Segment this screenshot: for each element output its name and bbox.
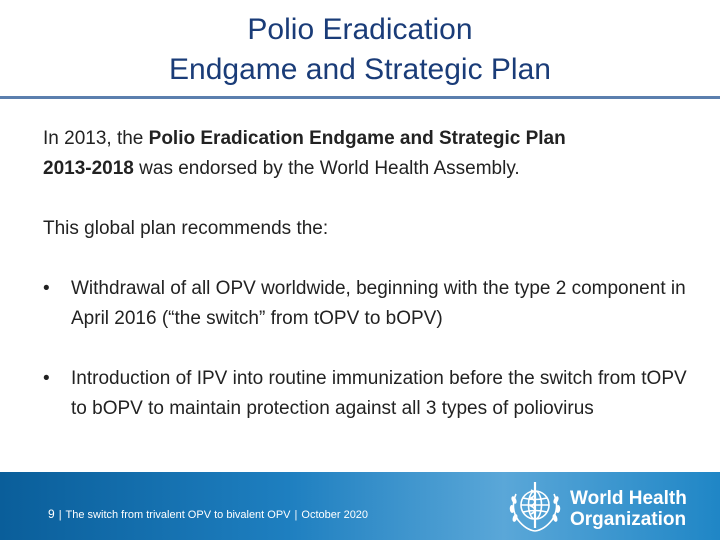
who-emblem-icon: [506, 478, 564, 534]
bullet-icon: •: [43, 278, 50, 299]
intro-text-start: In 2013, the: [43, 128, 149, 149]
footer-date: October 2020: [301, 509, 369, 521]
who-logo: [506, 478, 706, 534]
intro-text-end: was endorsed by the World Health Assembly.: [133, 158, 520, 179]
title-line-1: Polio Eradication: [247, 13, 473, 46]
footer-separator: |: [294, 509, 298, 521]
recommendation-intro: This global plan recommends the:: [43, 218, 329, 239]
plan-years: 2013-2018: [43, 158, 134, 179]
org-name-line-1: World Health: [570, 488, 687, 509]
list-item: [43, 274, 693, 334]
title-divider: [0, 96, 720, 99]
list-item: [43, 364, 693, 424]
page-number: 9: [48, 507, 55, 521]
bullet-icon: •: [43, 368, 50, 389]
slide-body: [43, 124, 693, 454]
title-line-2: Endgame and Strategic Plan: [169, 53, 551, 86]
footer-separator: |: [58, 509, 62, 521]
org-name-line-2: Organization: [570, 509, 687, 530]
list-item-text: Introduction of IPV into routine immunization before the switch from tOPV to bOPV to maintain protection against all 3 types of poliovirus: [71, 368, 687, 419]
footer-caption: [48, 507, 368, 521]
slide-footer: [0, 472, 720, 540]
list-item-text: Withdrawal of all OPV worldwide, beginning with the type 2 component in April 2016 (“the switch” from tOPV to bOPV): [71, 278, 686, 329]
plan-name: Polio Eradication Endgame and Strategic Plan: [148, 128, 566, 149]
deck-title: The switch from trivalent OPV to bivalent OPV: [65, 509, 291, 521]
slide-title: [0, 10, 720, 90]
recommendation-list: [43, 274, 693, 424]
intro-paragraph: [43, 124, 693, 184]
org-name: [570, 488, 687, 530]
